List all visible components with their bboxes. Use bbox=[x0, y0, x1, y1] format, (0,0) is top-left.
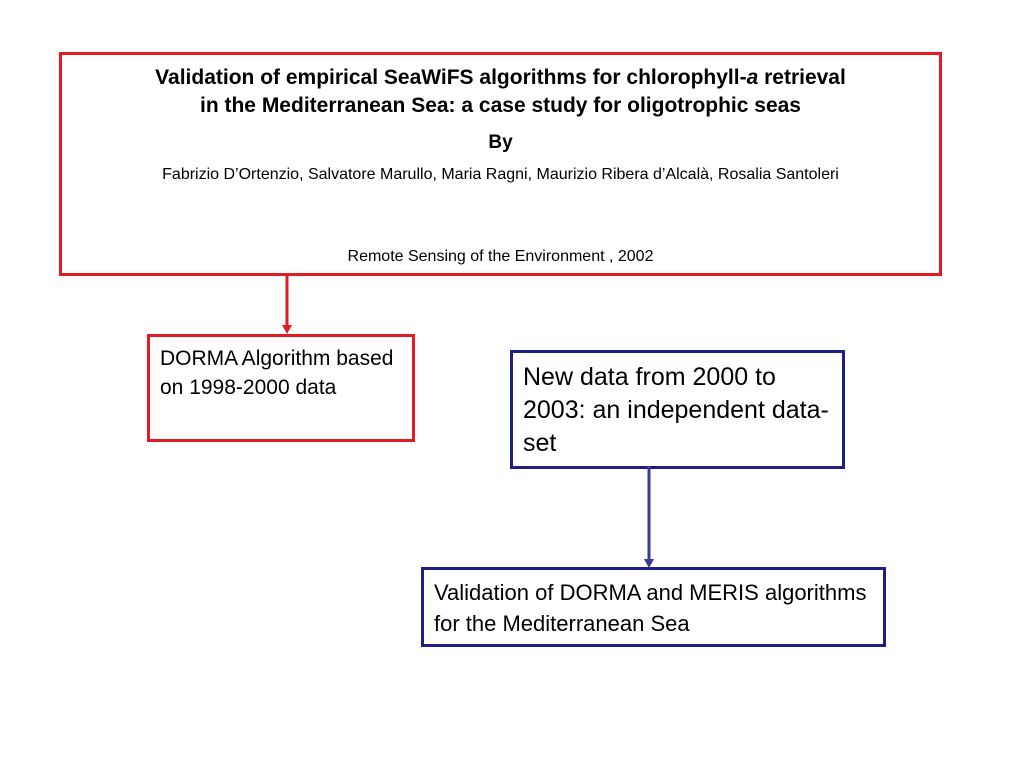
paper-title-part2: retrieval bbox=[758, 66, 846, 89]
journal-reference: Remote Sensing of the Environment , 2002 bbox=[347, 248, 654, 265]
by-line: By bbox=[488, 132, 513, 153]
red-arrowhead bbox=[282, 325, 292, 334]
dorma-algorithm-text: DORMA Algorithm based on 1998-2000 data bbox=[160, 347, 394, 399]
blue-arrow bbox=[644, 466, 654, 568]
blue-arrowhead bbox=[644, 559, 654, 568]
authors-list: Fabrizio D’Ortenzio, Salvatore Marullo, Maria Ragni, Maurizio Ribera d’Alcalà, Rosalia Santoleri bbox=[162, 166, 839, 183]
paper-title-part1: Validation of empirical SeaWiFS algorithms for chlorophyll- bbox=[155, 66, 747, 89]
validation-text: Validation of DORMA and MERIS algorithms for the Mediterranean Sea bbox=[434, 580, 867, 636]
paper-title-line2: in the Mediterranean Sea: a case study for oligotrophic seas bbox=[199, 94, 801, 117]
red-arrow bbox=[282, 276, 292, 334]
paper-title-italic: a bbox=[746, 66, 759, 89]
new-data-text: New data from 2000 to 2003: an independent data-set bbox=[523, 363, 829, 457]
